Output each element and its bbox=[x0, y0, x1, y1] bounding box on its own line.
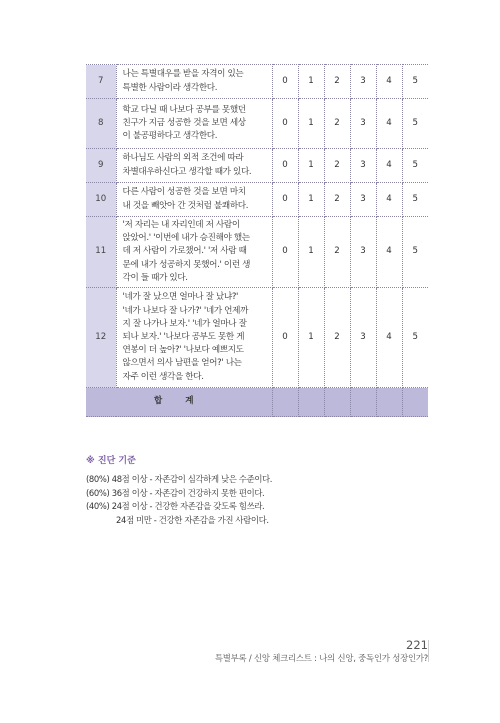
statement-line: 각이 들 때가 있다. bbox=[122, 272, 188, 283]
statement-line: 차별대우하신다고 생각할 때가 있다. bbox=[122, 166, 252, 177]
statement-line: '저 자리는 내 자리인데 저 사람이 bbox=[122, 220, 240, 230]
item-statement bbox=[116, 288, 272, 388]
score-option[interactable]: 2 bbox=[324, 288, 350, 388]
table-row bbox=[86, 149, 428, 183]
item-statement bbox=[116, 217, 272, 288]
item-statement bbox=[116, 99, 272, 149]
score-option[interactable]: 0 bbox=[272, 149, 298, 183]
score-option[interactable]: 2 bbox=[324, 149, 350, 183]
item-statement bbox=[116, 149, 272, 183]
score-option[interactable]: 1 bbox=[298, 99, 324, 149]
criteria-line: (60%) 36점 이상 - 자존감이 건강하지 못한 편이다. bbox=[86, 487, 265, 498]
item-statement bbox=[116, 183, 272, 217]
statement-line: 이 불공평하다고 생각한다. bbox=[122, 131, 218, 142]
item-statement bbox=[116, 65, 272, 99]
statement-line: 앉았어.' '이번에 내가 승진해야 했는 bbox=[122, 233, 250, 244]
score-option[interactable]: 1 bbox=[298, 149, 324, 183]
score-option[interactable]: 3 bbox=[350, 183, 376, 217]
score-option[interactable]: 0 bbox=[272, 183, 298, 217]
table-row bbox=[86, 288, 428, 388]
score-option[interactable]: 1 bbox=[298, 65, 324, 99]
statement-line: '네가 나보다 잘 나가?' '네가 언제까 bbox=[122, 305, 249, 316]
score-option[interactable]: 2 bbox=[324, 217, 350, 288]
score-option[interactable]: 3 bbox=[350, 288, 376, 388]
score-option[interactable]: 0 bbox=[272, 288, 298, 388]
table-row bbox=[86, 217, 428, 288]
item-number: 8 bbox=[86, 99, 116, 149]
score-option[interactable]: 4 bbox=[376, 65, 402, 99]
total-label: 합 계 bbox=[86, 388, 272, 417]
score-option[interactable]: 4 bbox=[376, 99, 402, 149]
score-option[interactable]: 0 bbox=[272, 217, 298, 288]
statement-line: '네가 잘 났으면 얼마나 잘 났냐?' bbox=[122, 292, 239, 303]
total-row bbox=[86, 388, 428, 417]
statement-line: 특별한 사람이라 생각한다. bbox=[122, 82, 218, 93]
score-option[interactable]: 0 bbox=[272, 99, 298, 149]
score-option[interactable]: 2 bbox=[324, 99, 350, 149]
score-option[interactable]: 5 bbox=[402, 288, 428, 388]
score-option[interactable]: 3 bbox=[350, 65, 376, 99]
diagnosis-criteria bbox=[86, 453, 272, 527]
table-row bbox=[86, 65, 428, 99]
statement-line: 자주 이런 생각을 한다. bbox=[122, 371, 204, 382]
statement-line: 지 잘 나가나 보자.' '네가 얼마나 잘 bbox=[122, 318, 247, 329]
score-option[interactable]: 1 bbox=[298, 183, 324, 217]
criteria-line: 24점 미만 - 건강한 자존감을 가진 사람이다. bbox=[116, 514, 269, 525]
score-option[interactable]: 3 bbox=[350, 149, 376, 183]
score-option[interactable]: 3 bbox=[350, 217, 376, 288]
score-option[interactable]: 5 bbox=[402, 149, 428, 183]
item-number: 11 bbox=[86, 217, 116, 288]
score-option[interactable]: 2 bbox=[324, 183, 350, 217]
item-number: 7 bbox=[86, 65, 116, 99]
statement-line: 않으면서 의사 남편을 얻어?' 나는 bbox=[122, 358, 242, 369]
criteria-line: (40%) 24점 이상 - 건강한 자존감을 갖도록 힘쓰라. bbox=[86, 501, 265, 512]
score-option[interactable]: 2 bbox=[324, 65, 350, 99]
score-option[interactable]: 0 bbox=[272, 65, 298, 99]
item-number: 9 bbox=[86, 149, 116, 183]
score-option[interactable]: 1 bbox=[298, 288, 324, 388]
score-option[interactable]: 5 bbox=[402, 217, 428, 288]
checklist-table bbox=[86, 64, 428, 417]
score-option[interactable]: 4 bbox=[376, 183, 402, 217]
table-row bbox=[86, 183, 428, 217]
statement-line: 친구가 지금 성공한 것을 보면 세상 bbox=[122, 117, 246, 128]
statement-line: 다른 사람이 성공한 것을 보면 마치 bbox=[122, 187, 246, 198]
score-option[interactable]: 3 bbox=[350, 99, 376, 149]
statement-line: 데 저 사람이 가로챘어.' '저 사람 때 bbox=[122, 246, 247, 257]
score-option[interactable]: 4 bbox=[376, 217, 402, 288]
statement-line: 연봉이 더 높아?' '나보다 예쁘지도 bbox=[122, 345, 244, 356]
score-option[interactable]: 5 bbox=[402, 65, 428, 99]
statement-line: 하나님도 사람의 외적 조건에 따라 bbox=[122, 153, 244, 164]
criteria-line: (80%) 48점 이상 - 자존감이 심각하게 낮은 수준이다. bbox=[86, 474, 273, 484]
statement-line: 학교 다닐 때 나보다 공부를 못했던 bbox=[122, 104, 246, 115]
score-option[interactable]: 4 bbox=[376, 149, 402, 183]
table-row bbox=[86, 99, 428, 149]
running-title: 특별부록 / 신앙 체크리스트 : 나의 신앙, 중독인가 성장인가? bbox=[214, 653, 428, 663]
score-option[interactable]: 5 bbox=[402, 99, 428, 149]
item-number: 10 bbox=[86, 183, 116, 217]
score-option[interactable]: 5 bbox=[402, 183, 428, 217]
statement-line: 나는 특별대우를 받을 자격이 있는 bbox=[122, 69, 244, 80]
statement-line: 내 것을 빼앗아 간 것처럼 불쾌하다. bbox=[122, 200, 249, 211]
score-option[interactable]: 4 bbox=[376, 288, 402, 388]
score-option[interactable]: 1 bbox=[298, 217, 324, 288]
statement-line: 되나 보자.' '나보다 공부도 못한 게 bbox=[122, 331, 245, 342]
statement-line: 문에 내가 성공하지 못했어.' 이런 생 bbox=[122, 259, 251, 270]
page-number: 221 bbox=[406, 638, 428, 652]
footer-divider bbox=[428, 640, 429, 662]
item-number: 12 bbox=[86, 288, 116, 388]
criteria-title: ※ 진단 기준 bbox=[86, 456, 136, 466]
